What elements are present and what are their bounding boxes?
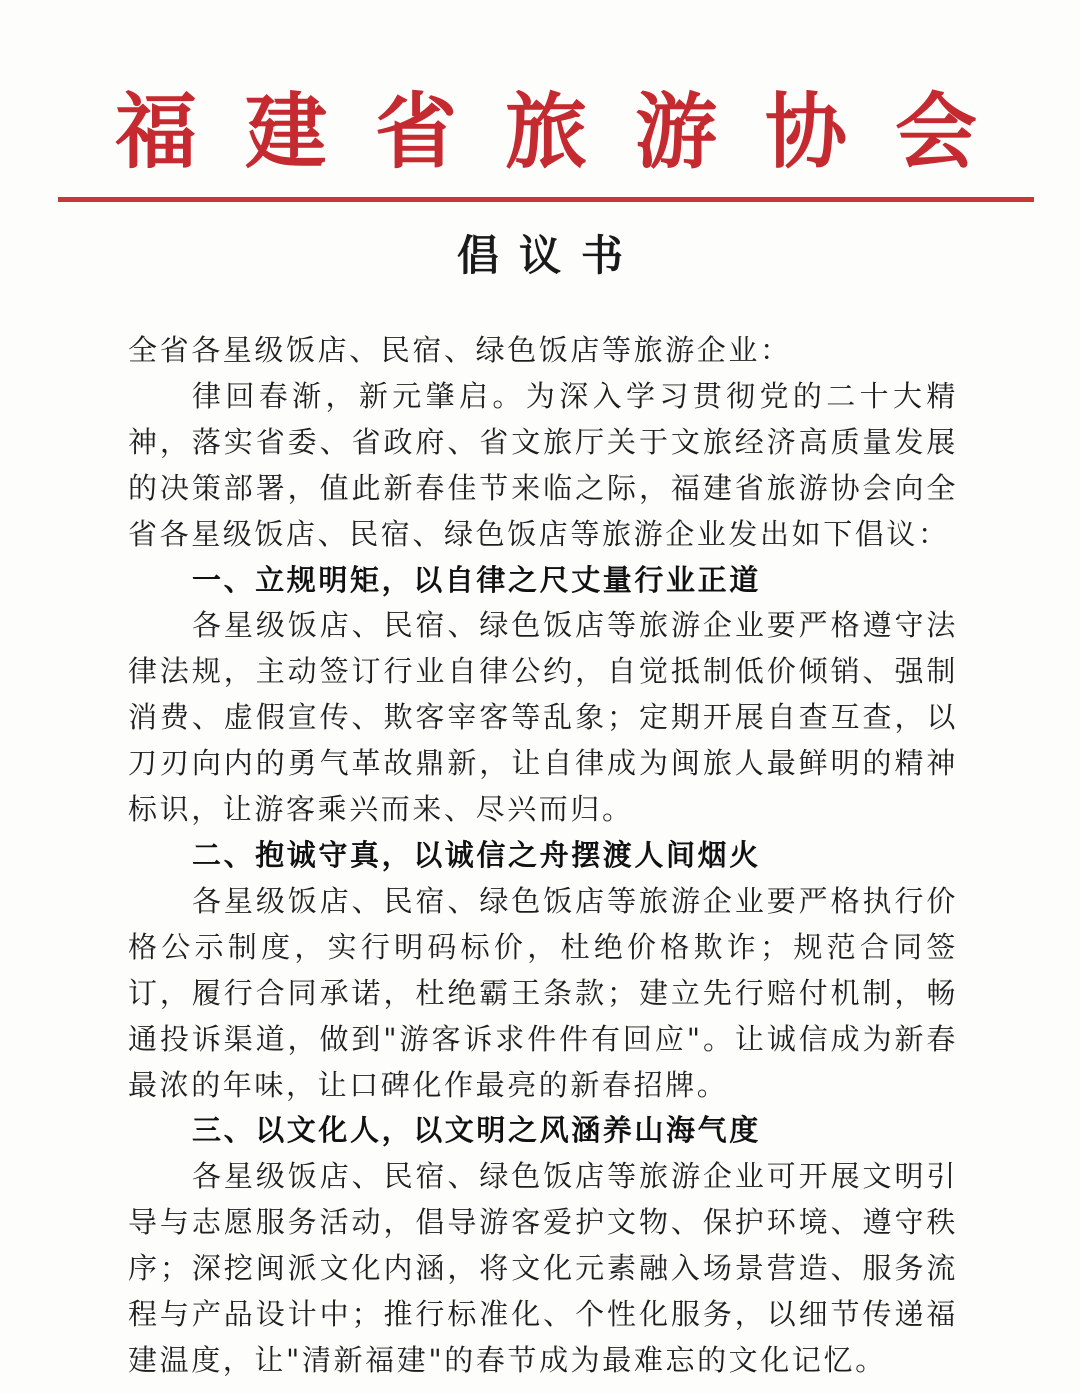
- document-title: 倡议书: [456, 231, 643, 280]
- section-heading: 二、抱诚守真，以诚信之舟摆渡人间烟火: [192, 837, 761, 872]
- section-heading: 一、立规明矩，以自律之尺丈量行业正道: [192, 562, 761, 597]
- salutation: 全省各星级饭店、民宿、绿色饭店等旅游企业：: [128, 333, 792, 367]
- section-body: 各星级饭店、民宿、绿色饭店等旅游企业可开展文明引导与志愿服务活动，倡导游客爱护文物、保护环境、遵守秩序；深挖闽派文化内涵，将文化元素融入场景营造、服务流程与产品设计中；推行标准化、个性化服务，以细节传递福建温度，让"清新福建"的春节成为最难忘的文化记忆。: [128, 1159, 958, 1377]
- section-heading: 三、以文化人，以文明之风涵养山海气度: [192, 1113, 761, 1148]
- document-body: [128, 328, 958, 1384]
- letterhead-organization-name: 福建省旅游协会: [114, 84, 1025, 180]
- section-body: 各星级饭店、民宿、绿色饭店等旅游企业要严格遵守法律法规，主动签订行业自律公约，自觉抵制低价倾销、强制消费、虚假宣传、欺客宰客等乱象；定期开展自查互查，以刀刃向内的勇气革故鼎新，让自律成为闽旅人最鲜明的精神标识，让游客乘兴而来、尽兴而归。: [128, 608, 958, 827]
- letterhead-red-divider: [58, 197, 1034, 202]
- intro-paragraph: 律回春渐，新元肇启。为深入学习贯彻党的二十大精神，落实省委、省政府、省文旅厅关于文旅经济高质量发展的决策部署，值此新春佳节来临之际，福建省旅游协会向全省各星级饭店、民宿、绿色饭店等旅游企业发出如下倡议：: [128, 378, 958, 551]
- section-body: 各星级饭店、民宿、绿色饭店等旅游企业要严格执行价格公示制度，实行明码标价，杜绝价格欺诈；规范合同签订，履行合同承诺，杜绝霸王条款；建立先行赔付机制，畅通投诉渠道，做到"游客诉求件件有回应"。让诚信成为新春最浓的年味，让口碑化作最亮的新春招牌。: [128, 883, 958, 1102]
